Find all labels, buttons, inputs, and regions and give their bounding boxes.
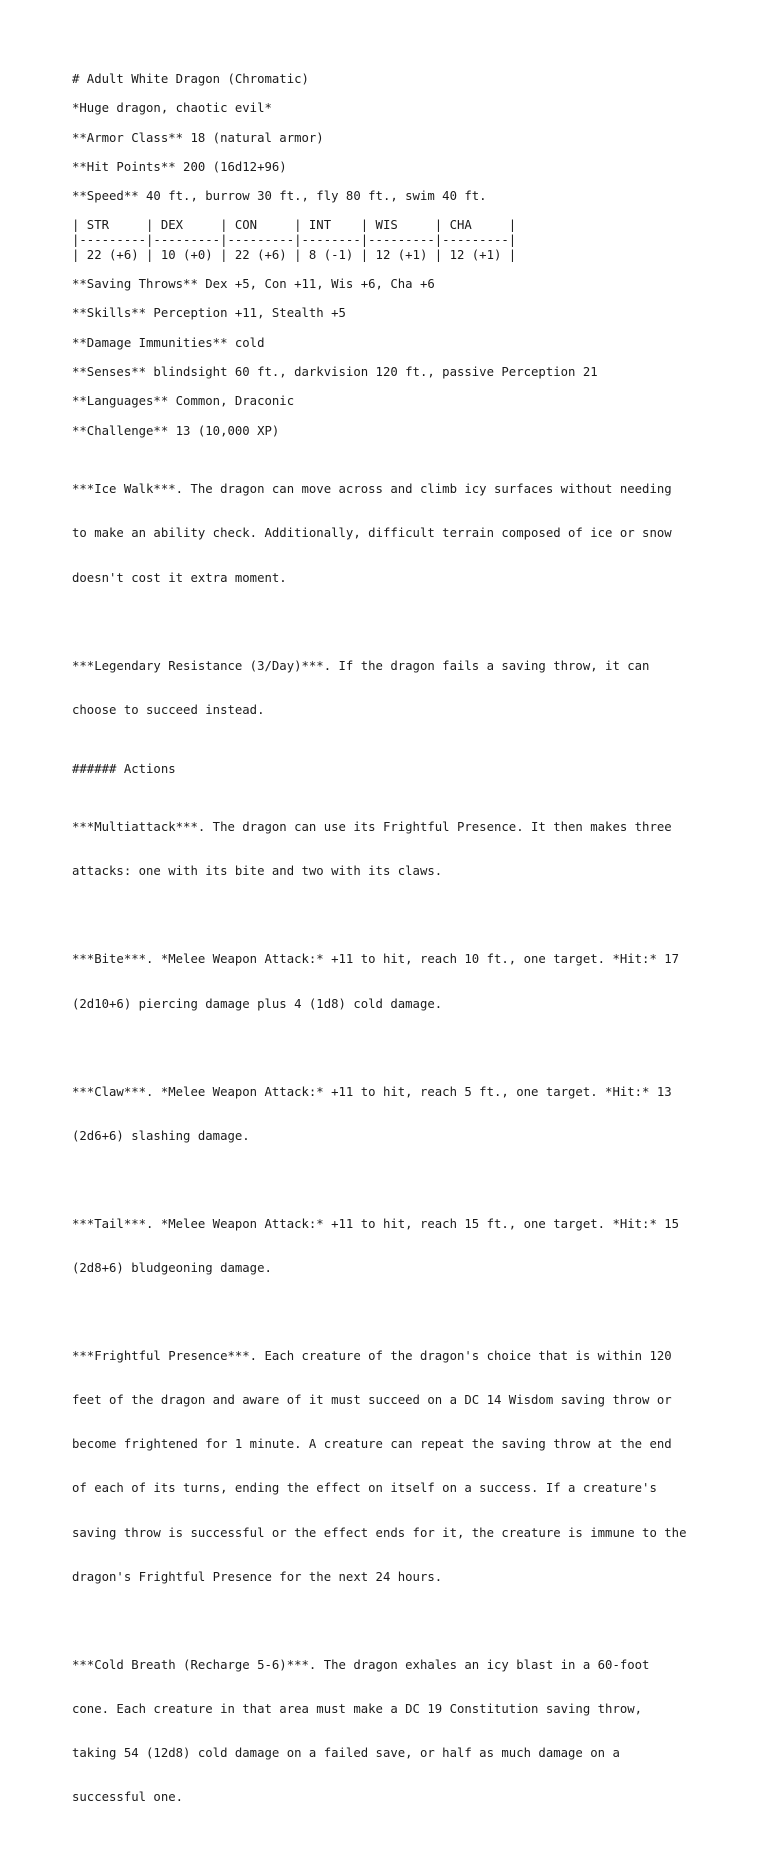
actions-heading: ###### Actions [72,761,176,776]
trait-line: to make an ability check. Additionally, difficult terrain composed of ice or snow [72,526,672,541]
action-cold-breath [72,1628,712,1834]
creature-type: *Huge dragon, chaotic evil* [72,101,272,116]
languages: **Languages** Common, Draconic [72,394,295,409]
ability-table-header: | STR | DEX | CON | INT | WIS | CHA | [72,218,517,233]
action-line: successful one. [72,1790,184,1805]
document-title: # Adult White Dragon (Chromatic) [72,72,309,86]
saving-throws: **Saving Throws** Dex +5, Con +11, Wis +6, Cha +6 [72,277,435,292]
action-bite [72,923,712,1041]
action-line: saving throw is successful or the effect ends for it, the creature is immune to the [72,1525,687,1540]
trait-line: ***Ice Walk***. The dragon can move across and climb icy surfaces without needing [72,482,672,497]
trait-line: choose to succeed instead. [72,702,265,717]
trait-line: doesn't cost it extra moment. [72,570,287,585]
ability-table-values: | 22 (+6) | 10 (+0) | 22 (+6) | 8 (-1) | 12 (+1) | 12 (+1) | [72,247,517,262]
action-frightful-presence [72,1320,712,1614]
action-line: ***Claw***. *Melee Weapon Attack:* +11 to hit, reach 5 ft., one target. *Hit:* 13 [72,1084,672,1099]
trait-legendary-resistance [72,629,712,747]
action-line: feet of the dragon and aware of it must succeed on a DC 14 Wisdom saving throw or [72,1393,672,1408]
action-line: ***Multiattack***. The dragon can use its Frightful Presence. It then makes three [72,820,672,835]
action-line: become frightened for 1 minute. A creature can repeat the saving throw at the end [72,1437,672,1452]
challenge: **Challenge** 13 (10,000 XP) [72,423,280,438]
action-line: ***Bite***. *Melee Weapon Attack:* +11 to hit, reach 10 ft., one target. *Hit:* 17 [72,952,680,967]
action-claw [72,1055,712,1173]
hit-points: **Hit Points** 200 (16d12+96) [72,159,287,174]
action-tail [72,1187,712,1305]
action-line: ***Cold Breath (Recharge 5-6)***. The dragon exhales an icy blast in a 60-foot [72,1657,650,1672]
senses: **Senses** blindsight 60 ft., darkvision 120 ft., passive Perception 21 [72,365,598,380]
action-line: of each of its turns, ending the effect on itself on a success. If a creature's [72,1481,657,1496]
action-line: (2d8+6) bludgeoning damage. [72,1260,272,1275]
trait-line: ***Legendary Resistance (3/Day)***. If the dragon fails a saving throw, it can [72,658,650,673]
action-multiattack [72,791,712,909]
damage-immunities: **Damage Immunities** cold [72,335,265,350]
ability-table-divider: |---------|---------|---------|--------|---------|---------| [72,233,517,248]
document-page [72,72,712,1849]
action-line: cone. Each creature in that area must make a DC 19 Constitution saving throw, [72,1701,643,1716]
action-line: taking 54 (12d8) cold damage on a failed save, or half as much damage on a [72,1745,620,1760]
action-line: dragon's Frightful Presence for the next 24 hours. [72,1569,443,1584]
trait-ice-walk [72,453,712,615]
action-line: ***Frightful Presence***. Each creature of the dragon's choice that is within 120 [72,1349,672,1364]
armor-class: **Armor Class** 18 (natural armor) [72,130,324,145]
action-line: (2d10+6) piercing damage plus 4 (1d8) cold damage. [72,996,443,1011]
ability-score-table [72,218,712,262]
speed: **Speed** 40 ft., burrow 30 ft., fly 80 ft., swim 40 ft. [72,189,487,204]
action-line: (2d6+6) slashing damage. [72,1128,250,1143]
action-line: attacks: one with its bite and two with its claws. [72,864,443,879]
skills: **Skills** Perception +11, Stealth +5 [72,306,346,321]
action-line: ***Tail***. *Melee Weapon Attack:* +11 to hit, reach 15 ft., one target. *Hit:* 15 [72,1216,680,1231]
